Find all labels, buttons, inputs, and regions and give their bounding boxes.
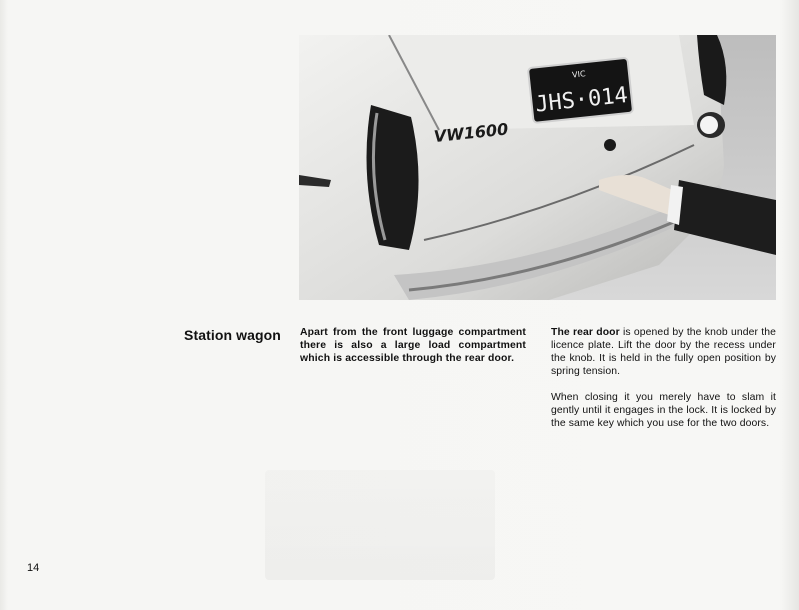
- rear-door-paragraph-1: [551, 326, 776, 378]
- page-number: 14: [27, 562, 40, 574]
- model-badge: VW1600: [432, 119, 510, 147]
- rear-door-lead: The rear door: [551, 327, 620, 338]
- rear-door-instructions: [551, 326, 776, 443]
- car-illustration: [299, 35, 776, 300]
- section-title: Station wagon: [184, 327, 281, 343]
- plate-state: VIC: [571, 69, 586, 80]
- intro-paragraph: Apart from the front luggage compartment there is also a large load compartment which is accessible through the rear door.: [300, 327, 526, 364]
- plate-number: JHS·014: [534, 82, 629, 118]
- rear-door-text: is opened by the knob under the licence plate. Lift the door by the recess under the knob. It is held in the fully open position by spring tension.: [551, 327, 776, 377]
- door-knob: [604, 139, 616, 151]
- rear-door-paragraph-2: When closing it you merely have to slam it gently until it engages in the lock. It is locked by the same key which you use for the two doors.: [551, 392, 776, 429]
- bleed-through-shadow: [265, 470, 495, 580]
- car-rear-photo: [299, 35, 776, 300]
